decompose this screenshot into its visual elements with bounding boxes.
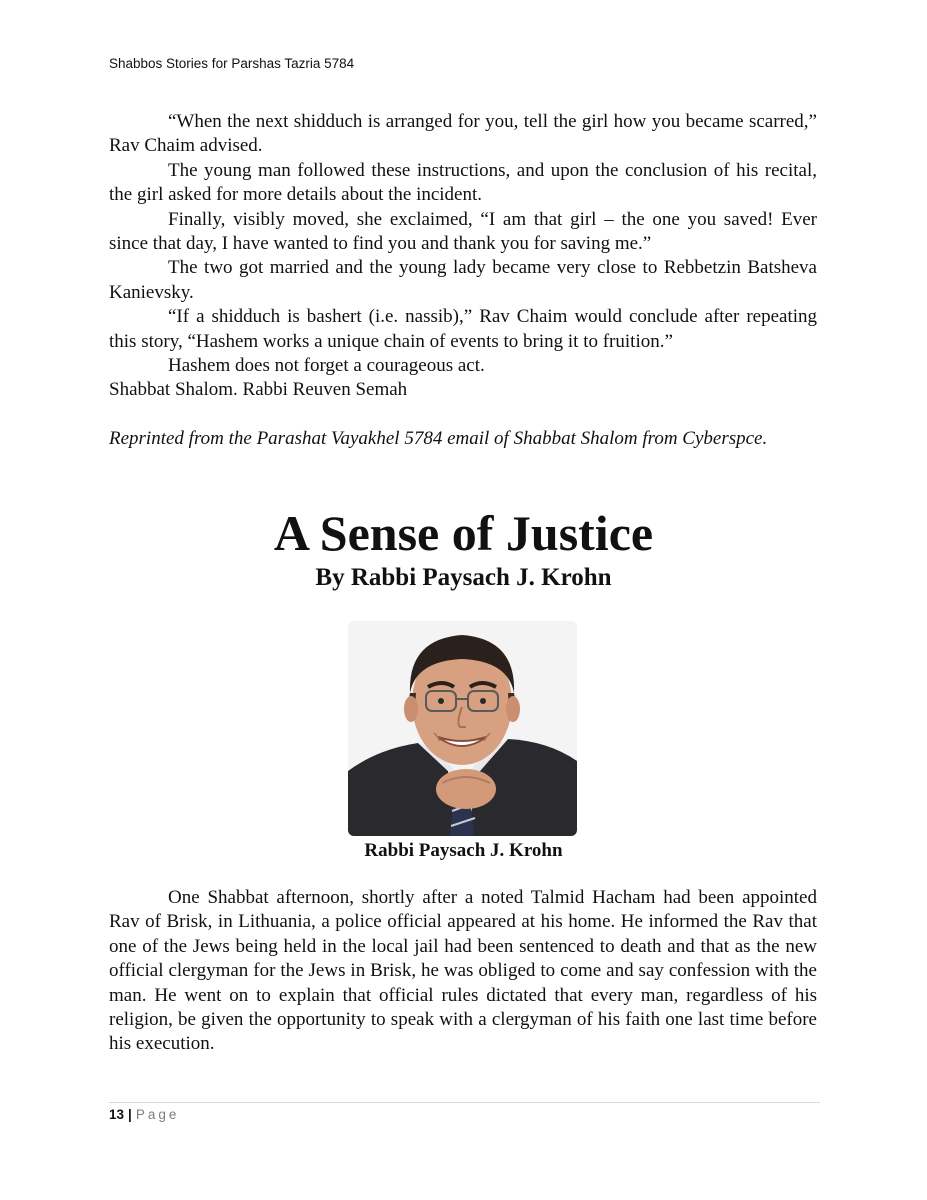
- page-label: Page: [135, 1107, 180, 1122]
- page-number: 13: [109, 1107, 125, 1122]
- article-byline: By Rabbi Paysach J. Krohn: [315, 564, 612, 591]
- article-body: [109, 886, 817, 1057]
- photo-caption: Rabbi Paysach J. Krohn: [364, 840, 563, 861]
- story-paragraph: “When the next shidduch is arranged for you, tell the girl how you became scarred,” Rav Chaim advised.: [109, 111, 817, 157]
- running-header: Shabbos Stories for Parshas Tazria 5784: [109, 56, 355, 71]
- article-title: A Sense of Justice: [273, 505, 654, 561]
- author-photo: [348, 621, 577, 836]
- reprint-note: Reprinted from the Parashat Vayakhel 5784 email of Shabbat Shalom from Cyberspce.: [109, 428, 768, 449]
- story-paragraph: “If a shidduch is bashert (i.e. nassib),” Rav Chaim would conclude after repeating this story, “Hashem works a unique chain of events to bring it to fruition.”: [109, 306, 817, 352]
- story-paragraph: The two got married and the young lady became very close to Rebbetzin Batsheva Kanievsky.: [109, 257, 817, 303]
- article-paragraph: One Shabbat afternoon, shortly after a noted Talmid Hacham had been appointed Rav of Brisk, in Lithuania, a police official appeared at his home. He informed the Rav that one of the Jews being held in the local jail had been sentenced to death and that as the new official clergyman for the Jews in Brisk, he was obliged to come and say confession with the man. He went on to explain that official rules dictated that every man, regardless of his religion, be given the opportunity to speak with a clergyman of his faith one last time before his execution.: [109, 887, 817, 1055]
- signoff: Shabbat Shalom. Rabbi Reuven Semah: [109, 379, 408, 401]
- story-paragraph: Finally, visibly moved, she exclaimed, “I am that girl – the one you saved! Ever since that day, I have wanted to find you and thank you for saving me.”: [109, 208, 817, 255]
- story-ending: [109, 110, 817, 403]
- story-paragraph: The young man followed these instructions, and upon the conclusion of his recital, the girl asked for more details about the incident.: [109, 159, 817, 206]
- footer-divider: [109, 1102, 820, 1103]
- footer-separator: |: [128, 1107, 132, 1122]
- page-footer: [109, 1107, 179, 1122]
- story-paragraph: Hashem does not forget a courageous act.: [168, 355, 485, 377]
